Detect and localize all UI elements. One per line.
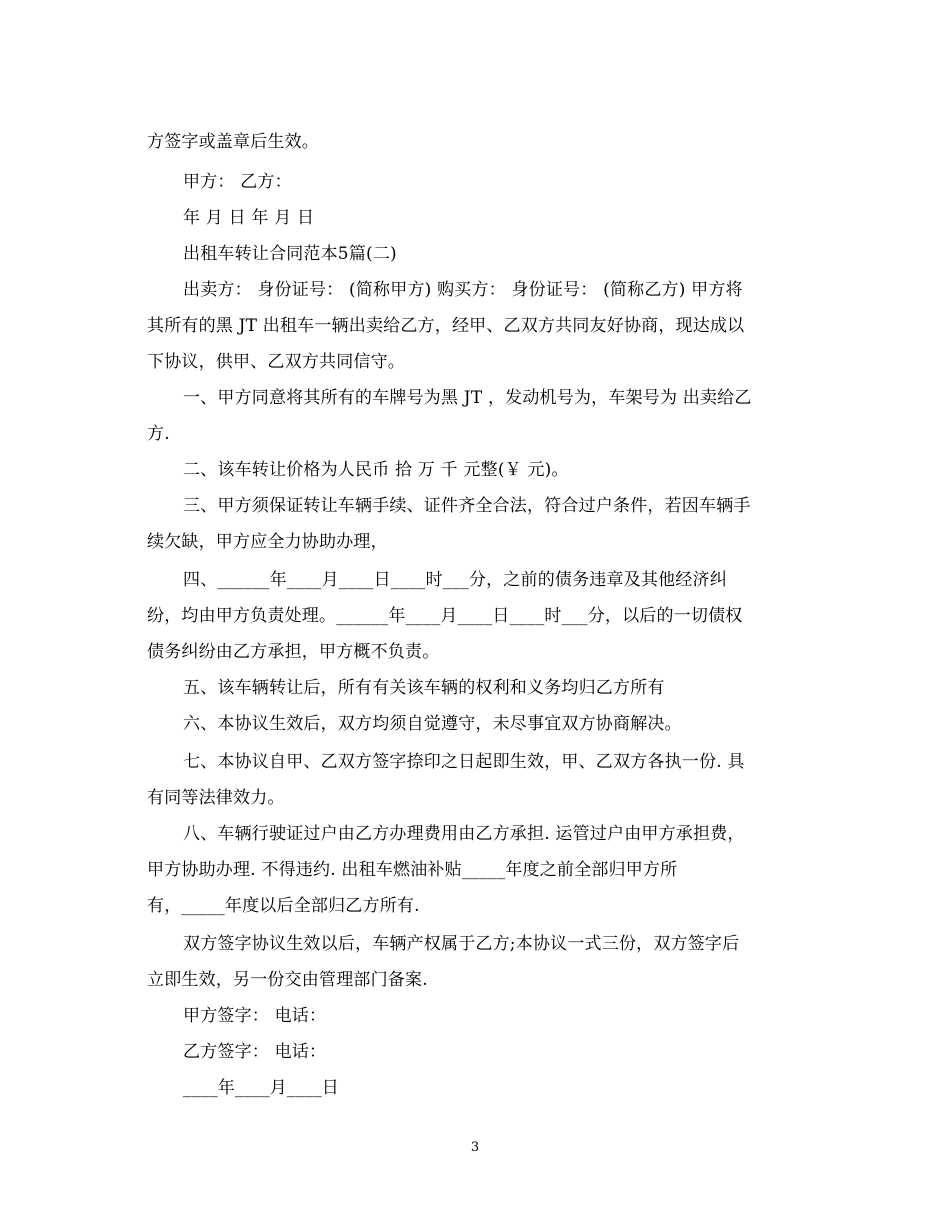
text-line: 续欠缺，甲方应全力协助办理，	[147, 532, 388, 552]
text-line: ____年____月____日	[183, 1078, 339, 1098]
text-line: 五、该车辆转让后，所有有关该车辆的权利和义务均归乙方所有	[183, 678, 665, 698]
text-line: 三、甲方须保证转让车辆手续、证件齐全合法，符合过户条件，若因车辆手	[183, 496, 751, 516]
text-line: 乙方签字： 电话：	[183, 1042, 327, 1062]
text-line: 甲方签字： 电话：	[183, 1006, 327, 1026]
text-line: 一、甲方同意将其所有的车牌号为黑 JT ，发动机号为，车架号为 出卖给乙	[183, 388, 752, 408]
text-line: 二、该车转让价格为人民币 拾 万 千 元整(￥ 元)。	[183, 460, 569, 480]
text-line: 出租车转让合同范本5篇(二)	[183, 244, 397, 264]
text-line: 方.	[147, 424, 170, 444]
text-line: 双方签字协议生效以后，车辆产权属于乙方;本协议一式三份，双方签字后	[183, 934, 740, 954]
text-line: 债务纠纷由乙方承担，甲方概不负责。	[147, 642, 440, 662]
text-line: 下协议，供甲、乙双方共同信守。	[147, 352, 405, 372]
text-line: 其所有的黑 JT 出租车一辆出卖给乙方，经甲、乙双方共同友好协商，现达成以	[147, 316, 745, 336]
text-line: 甲方协助办理. 不得违约. 出租车燃油补贴_____年度之前全部归甲方所	[147, 860, 678, 880]
page-number: 3	[470, 1140, 480, 1155]
text-line: 出卖方： 身份证号： (简称甲方) 购买方： 身份证号： (简称乙方) 甲方将	[183, 280, 743, 300]
text-line: 八、车辆行驶证过户由乙方办理费用由乙方承担. 运管过户由甲方承担费，	[183, 824, 745, 844]
text-line: 方签字或盖章后生效。	[147, 132, 319, 152]
text-line: 六、本协议生效后，双方均须自觉遵守，未尽事宜双方协商解决。	[183, 714, 682, 734]
text-line: 七、本协议自甲、乙双方签字捺印之日起即生效，甲、乙双方各执一份. 具	[183, 752, 745, 772]
text-line: 有，_____年度以后全部归乙方所有.	[147, 896, 420, 916]
text-line: 有同等法律效力。	[147, 788, 285, 808]
text-line: 纷，均由甲方负责处理。______年____月____日____时___分，以后的一切债权	[147, 606, 743, 626]
text-line: 年 月 日 年 月 日	[183, 208, 315, 228]
text-line: 甲方： 乙方：	[183, 172, 292, 192]
text-line: 立即生效，另一份交由管理部门备案.	[147, 970, 428, 990]
text-line: 四、______年____月____日____时___分，之前的债务违章及其他经济纠	[183, 570, 727, 590]
